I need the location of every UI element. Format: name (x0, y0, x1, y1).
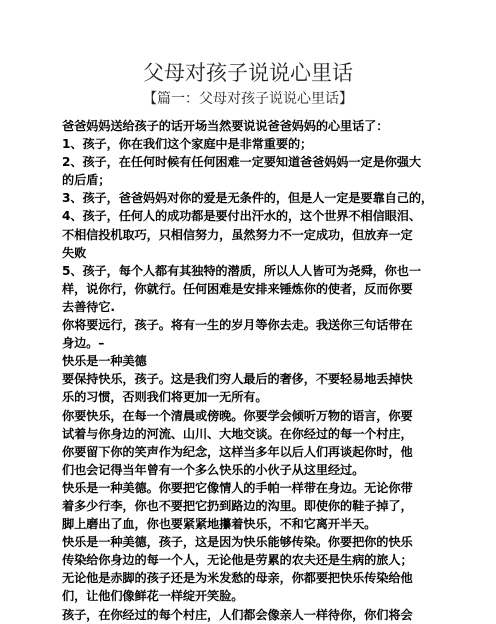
text-line: 你要留下你的笑声作为纪念，这样当多年以后人们再谈起你时，他 (62, 444, 413, 459)
text-line: 5、孩子，每个人都有其独特的潜质，所以人人皆可为尧舜，你也一 (62, 263, 421, 278)
text-line: 无论他是赤脚的孩子还是为米发愁的母亲，你都要把快乐传染给他 (62, 571, 413, 586)
text-line: 们也会记得当年曾有一个多么快乐的小伙子从这里经过。 (62, 462, 365, 477)
text-line: 爸爸妈妈送给孩子的话开场当然要说说爸爸妈妈的心里话了： (62, 119, 389, 133)
text-line: 失败 (62, 245, 87, 260)
document-body (62, 117, 434, 624)
text-line: 不相信投机取巧，只相信努力，虽然努力不一定成功，但放弃一定 (62, 227, 413, 242)
document-title: 父母对孩子说说心里话 (143, 61, 353, 85)
text-line: 你将要远行，孩子。将有一生的岁月等你去走。我送你三句话带在 (62, 318, 413, 333)
text-line: 去善待它. (62, 299, 115, 314)
text-line: 孩子，在你经过的每个村庄，人们都会像亲人一样待你，你们将会 (62, 607, 413, 622)
text-line: 快乐是一种美德。你要把它像情人的手帕一样带在身边。无论你带 (62, 480, 413, 495)
text-line: 的后盾； (62, 173, 111, 188)
text-line: 2、孩子，在任何时候有任何困难一定要知道爸爸妈妈一定是你强大 (62, 155, 421, 170)
text-line: 着多少行李，你也不要把它扔到路边的沟里。即使你的鞋子掉了， (62, 498, 413, 513)
text-line: 试着与你身边的河流、山川、大地交谈。在你经过的每一个村庄， (62, 426, 413, 441)
text-line: 快乐是一种美德 (62, 354, 147, 369)
text-line: 要保持快乐，孩子。这是我们穷人最后的奢侈，不要轻易地丢掉快 (62, 372, 413, 387)
text-line: 你要快乐，在每一个清晨或傍晚。你要学会倾听万物的语言，你要 (62, 408, 413, 423)
text-line: 快乐是一种美德，孩子，这是因为快乐能够传染。你要把你的快乐 (62, 535, 413, 550)
text-line: 传染给你身边的每一个人，无论他是劳累的农夫还是生病的旅人； (62, 553, 413, 568)
text-line: 身边。– (62, 336, 105, 351)
text-line: 3、孩子，爸爸妈妈对你的爱是无条件的，但是人一定是要靠自己的， (62, 191, 434, 206)
text-line: 们，让他们像鲜花一样绽开笑脸。 (62, 589, 244, 604)
text-line: 1、孩子，你在我们这个家庭中是非常重要的； (62, 137, 313, 152)
text-line: 乐的习惯，否则我们将更加一无所有。 (62, 390, 268, 405)
text-line: 脚上磨出了血，你也要紧紧地攥着快乐，不和它离开半天。 (62, 517, 377, 532)
document-subtitle: 【篇一：父母对孩子说说心里话】 (143, 91, 353, 107)
text-line: 4、孩子，任何人的成功都是要付出汗水的，这个世界不相信眼泪、 (62, 209, 421, 224)
text-line: 样，说你行，你就行。任何困难是安排来锤炼你的使者，反而你要 (62, 281, 413, 296)
